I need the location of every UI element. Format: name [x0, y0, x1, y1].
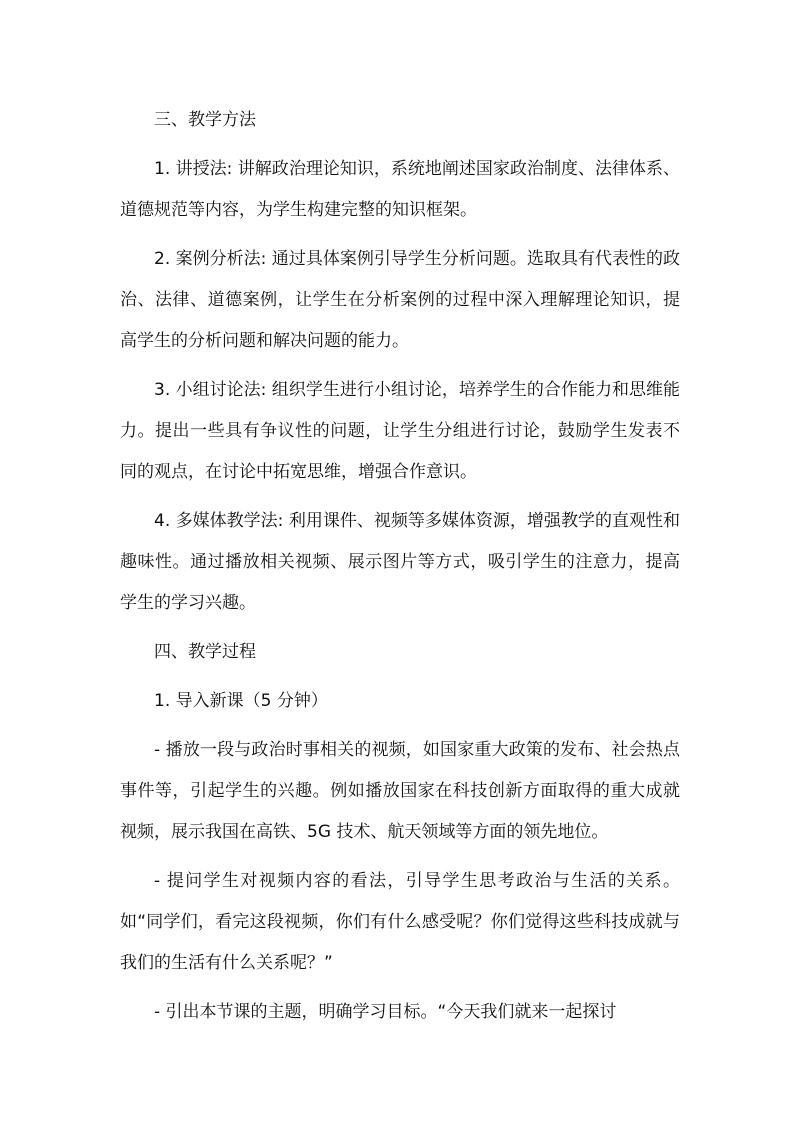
method-lecture: 1. 讲授法: 讲解政治理论知识，系统地阐述国家政治制度、法律体系、道德规范等内容，为学生构建完整的知识框架。 [120, 159, 680, 220]
section-heading-teaching-methods: 三、教学方法 [154, 110, 256, 130]
process-step-topic: - 引出本节课的主题，明确学习目标。“今天我们就来一起探讨 [154, 1002, 617, 1022]
method-group-discussion: 3. 小组讨论法: 组织学生进行小组讨论，培养学生的合作能力和思维能力。提出一些具有争议性的问题，让学生分组进行讨论，鼓励学生发表不同的观点，在讨论中拓宽思维，增强合作意识。 [120, 380, 680, 482]
process-step-question: - 提问学生对视频内容的看法，引导学生思考政治与生活的关系。如“同学们，看完这段视频，你们有什么感受呢？你们觉得这些科技成就与我们的生活有什么关系呢？” [120, 871, 680, 973]
document-page [120, 100, 680, 1041]
method-multimedia: 4. 多媒体教学法: 利用课件、视频等多媒体资源，增强教学的直观性和趣味性。通过播放相关视频、展示图片等方式，吸引学生的注意力，提高学生的学习兴趣。 [120, 511, 680, 613]
section-heading-teaching-process: 四、教学过程 [154, 642, 256, 662]
method-case-analysis: 2. 案例分析法: 通过具体案例引导学生分析问题。选取具有代表性的政治、法律、道德案例，让学生在分析案例的过程中深入理解理论知识，提高学生的分析问题和解决问题的能力。 [120, 249, 680, 351]
subheading-intro-lesson: 1. 导入新课（5 分钟） [154, 691, 328, 711]
process-step-video: - 播放一段与政治时事相关的视频，如国家重大政策的发布、社会热点事件等，引起学生的兴趣。例如播放国家在科技创新方面取得的重大成就视频，展示我国在高铁、5G 技术、航天领域等方面的领先地位。 [120, 740, 680, 842]
